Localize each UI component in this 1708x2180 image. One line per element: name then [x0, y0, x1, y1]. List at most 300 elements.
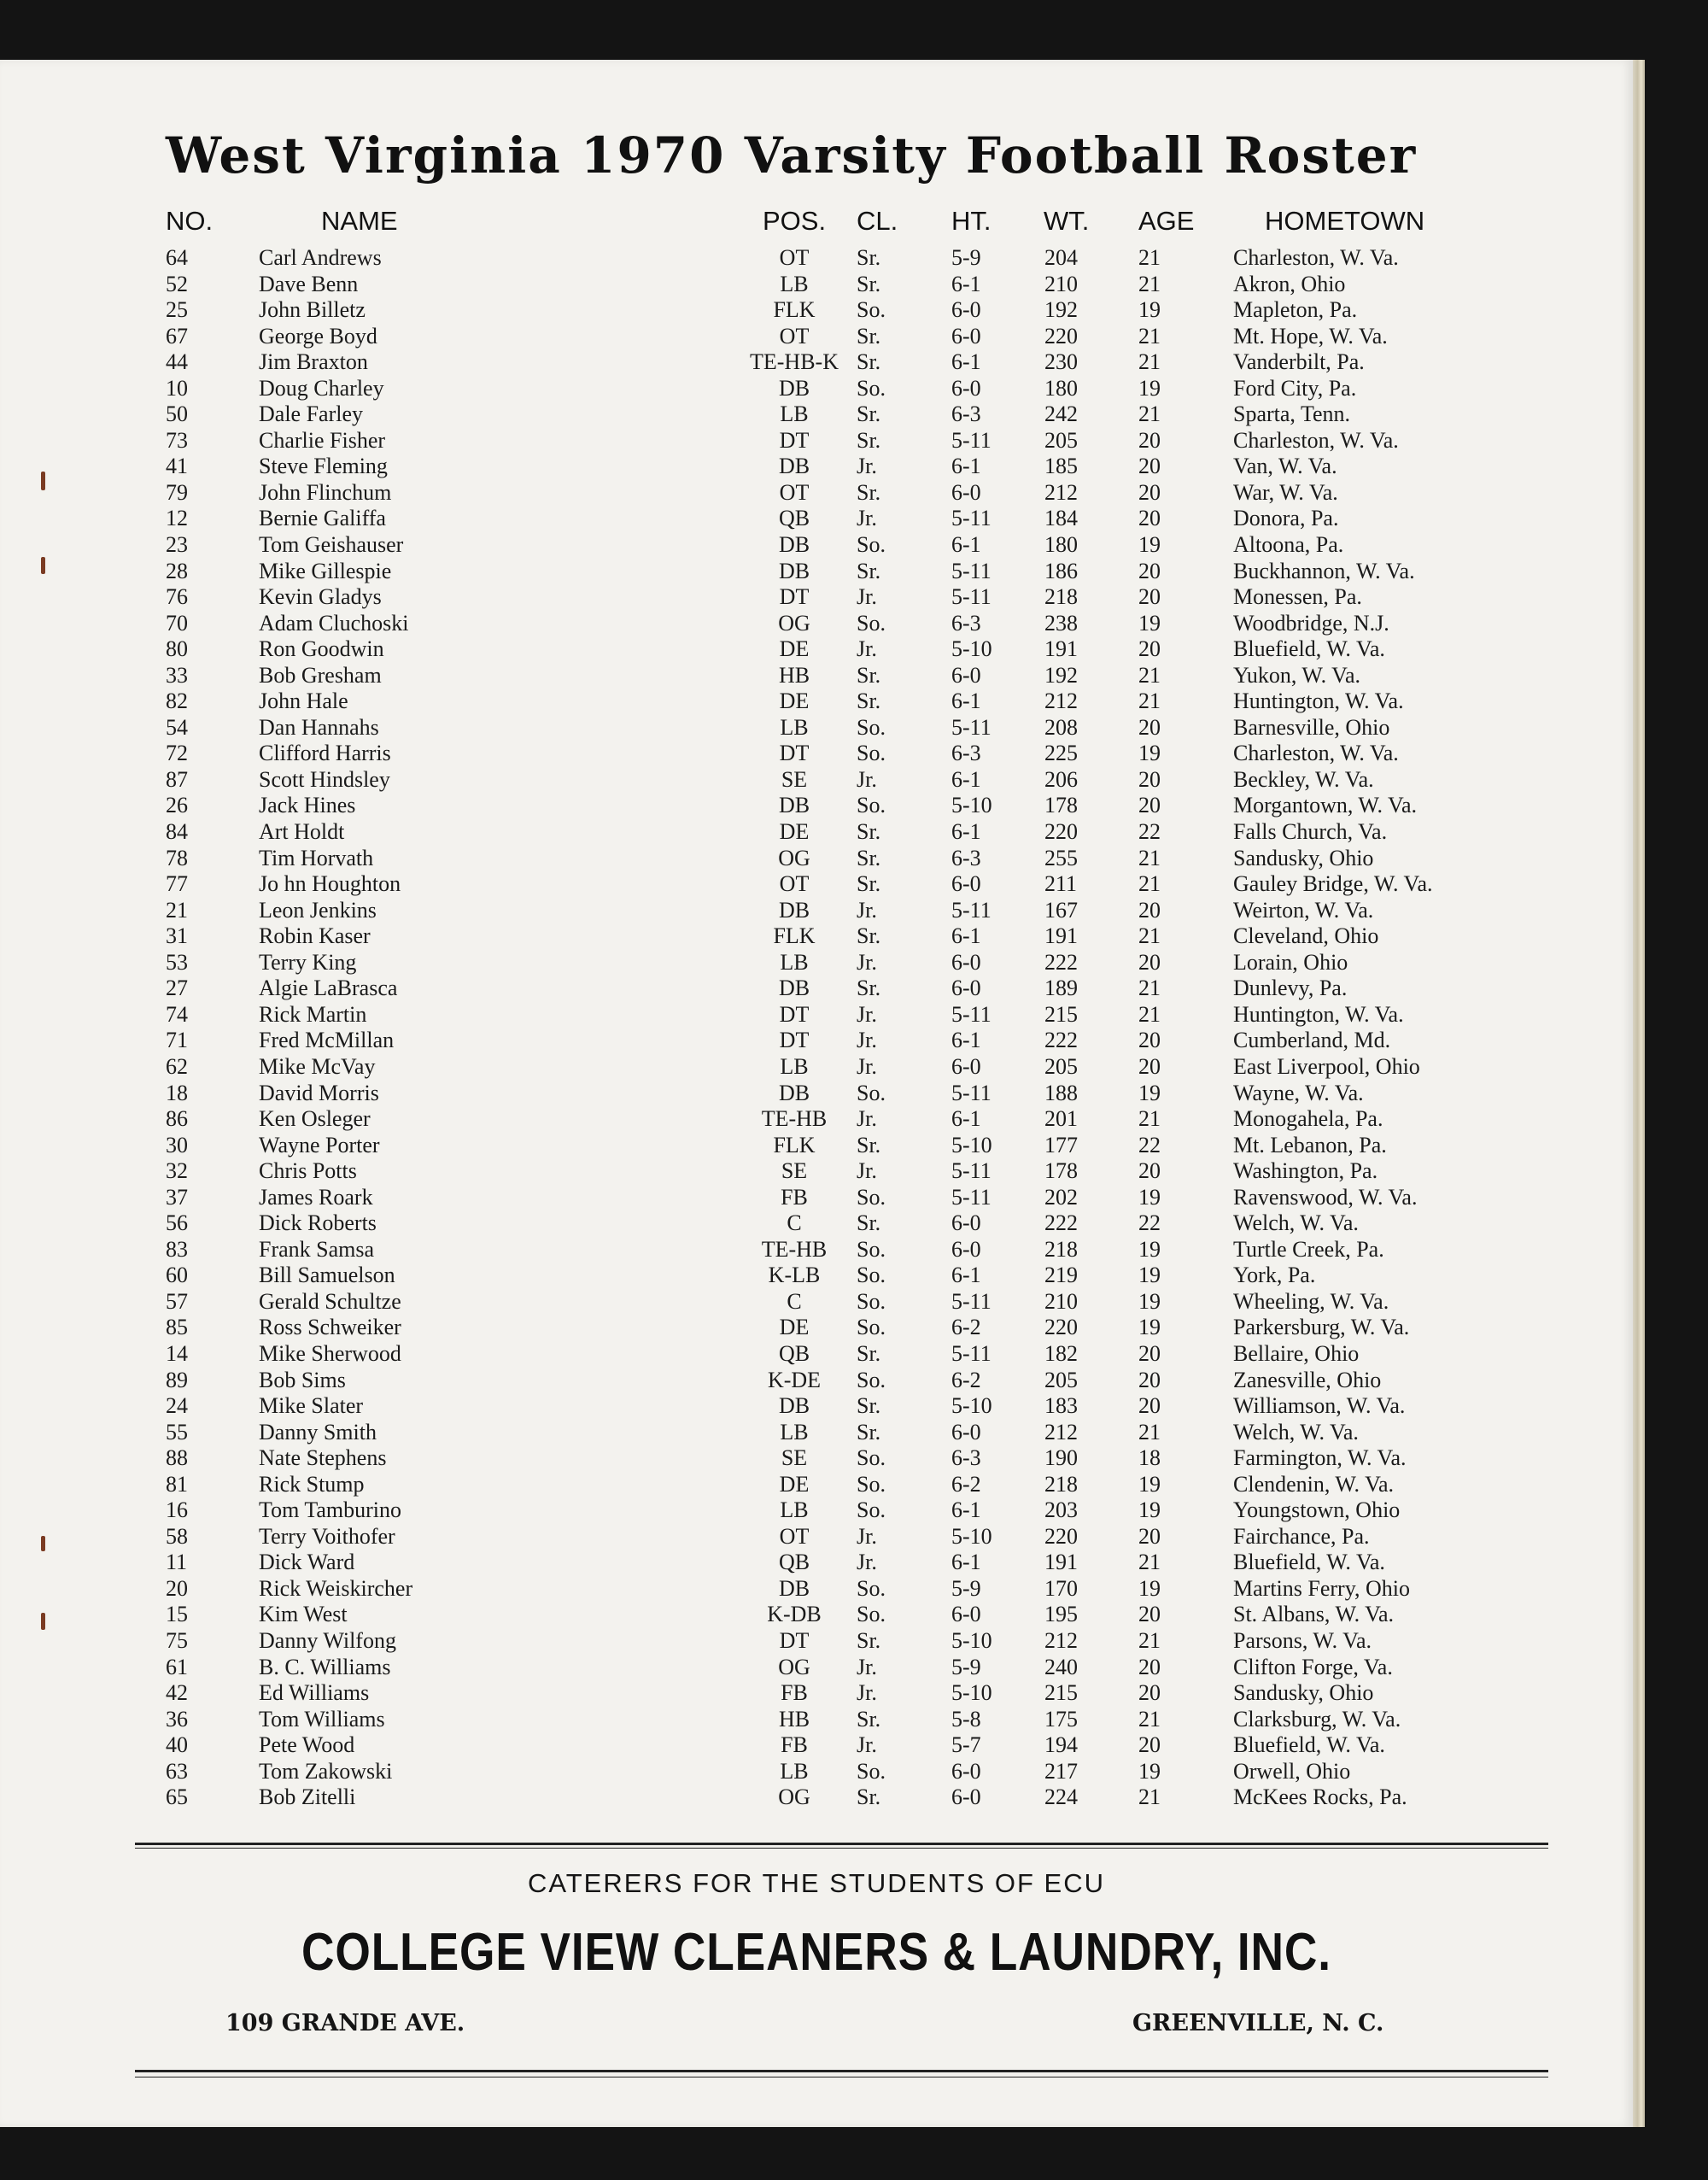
player-weight: 217 [1044, 1758, 1078, 1784]
player-height: 5-11 [951, 1288, 991, 1314]
player-age: 20 [1138, 1053, 1161, 1079]
player-class: So. [857, 1758, 886, 1784]
roster-row [0, 1210, 1633, 1237]
player-age: 22 [1138, 1210, 1161, 1236]
player-class: So. [857, 610, 886, 636]
roster-row [0, 846, 1633, 872]
player-age: 19 [1138, 1758, 1161, 1784]
player-name: Bill Samuelson [259, 1263, 395, 1288]
player-hometown: Fairchance, Pa. [1233, 1523, 1370, 1549]
player-position-text: HB [778, 662, 810, 688]
player-position-text: DE [779, 1315, 810, 1340]
roster-row [0, 1341, 1633, 1368]
player-position-text: OT [779, 323, 810, 349]
player-name: Mike Slater [259, 1393, 364, 1419]
player-name: John Flinchum [259, 479, 392, 505]
roster-row [0, 1628, 1633, 1655]
player-name: John Billetz [259, 297, 366, 323]
player-position-text: OG [778, 610, 810, 636]
player-hometown: Buckhannon, W. Va. [1233, 558, 1415, 583]
player-position-text: FLK [773, 297, 816, 323]
player-height: 6-0 [951, 1784, 981, 1810]
player-height: 6-0 [951, 1210, 981, 1236]
player-class: So. [857, 1575, 886, 1601]
player-position-text: C [787, 1210, 802, 1236]
player-class: Jr. [857, 1028, 877, 1053]
player-height: 6-1 [951, 1028, 981, 1053]
header-cl: CL. [857, 206, 898, 236]
player-name: Charlie Fisher [259, 427, 386, 453]
player-number: 31 [166, 923, 188, 949]
player-class: Sr. [857, 976, 881, 1001]
player-name: Terry King [259, 949, 357, 975]
player-hometown: Bluefield, W. Va. [1233, 1550, 1385, 1575]
player-number: 26 [166, 793, 188, 818]
player-age: 20 [1138, 1602, 1161, 1627]
player-number: 28 [166, 558, 188, 583]
roster-row [0, 245, 1633, 272]
player-age: 20 [1138, 454, 1161, 479]
player-class: Sr. [857, 1419, 881, 1445]
player-position-text: DT [779, 1028, 810, 1053]
player-weight: 212 [1044, 1627, 1078, 1653]
player-number: 60 [166, 1263, 188, 1288]
player-number: 16 [166, 1497, 188, 1523]
player-weight: 188 [1044, 1080, 1078, 1105]
player-age: 20 [1138, 793, 1161, 818]
roster-row [0, 1289, 1633, 1316]
player-class: So. [857, 375, 886, 401]
player-age: 19 [1138, 375, 1161, 401]
player-height: 6-1 [951, 1106, 981, 1132]
player-class: So. [857, 1184, 886, 1210]
player-name: Wayne Porter [259, 1132, 380, 1157]
player-number: 50 [166, 401, 188, 427]
player-class: Sr. [857, 245, 881, 270]
roster-row [0, 401, 1633, 428]
player-name: Tom Tamburino [259, 1497, 402, 1523]
player-position-text: OG [778, 845, 810, 870]
player-hometown: Beckley, W. Va. [1233, 766, 1374, 792]
roster-row [0, 636, 1633, 663]
player-name: Kim West [259, 1602, 348, 1627]
player-height: 6-1 [951, 766, 981, 792]
player-number: 70 [166, 610, 188, 636]
roster-row [0, 871, 1633, 898]
roster-row [0, 454, 1633, 480]
player-position-text: OG [778, 1784, 810, 1810]
player-class: So. [857, 532, 886, 558]
player-name: Tom Williams [259, 1706, 385, 1732]
header-wt: WT. [1044, 206, 1090, 236]
player-age: 19 [1138, 1263, 1161, 1288]
player-position-text: FB [781, 1732, 808, 1758]
player-name: Carl Andrews [259, 245, 382, 270]
roster-table [0, 245, 1633, 1811]
player-weight: 224 [1044, 1784, 1078, 1810]
player-hometown: Barnesville, Ohio [1233, 714, 1390, 740]
player-class: Sr. [857, 689, 881, 714]
player-position-text: K-DB [767, 1602, 822, 1627]
player-class: Jr. [857, 766, 877, 792]
player-name: John Hale [259, 689, 348, 714]
player-hometown: Zanesville, Ohio [1233, 1367, 1382, 1392]
player-number: 76 [166, 584, 188, 610]
player-hometown: East Liverpool, Ohio [1233, 1053, 1420, 1079]
player-position-text: DT [779, 741, 810, 766]
roster-row [0, 1732, 1633, 1759]
player-name: Doug Charley [259, 375, 384, 401]
roster-row [0, 1081, 1633, 1107]
player-weight: 189 [1044, 976, 1078, 1001]
player-height: 6-1 [951, 689, 981, 714]
player-number: 23 [166, 532, 188, 558]
player-number: 72 [166, 741, 188, 766]
roster-row [0, 1576, 1633, 1603]
player-number: 84 [166, 819, 188, 845]
player-position-text: OG [778, 1654, 810, 1679]
player-position-text: SE [781, 766, 808, 792]
player-name: Ross Schweiker [259, 1315, 401, 1340]
player-number: 65 [166, 1784, 188, 1810]
player-position-text: OT [779, 479, 810, 505]
player-hometown: Weirton, W. Va. [1233, 897, 1374, 923]
player-weight: 242 [1044, 401, 1078, 427]
player-class: Jr. [857, 1550, 877, 1575]
player-class: Sr. [857, 845, 881, 870]
player-class: Sr. [857, 1210, 881, 1236]
player-class: Sr. [857, 558, 881, 583]
player-weight: 225 [1044, 741, 1078, 766]
player-number: 18 [166, 1080, 188, 1105]
player-position-text: K-LB [768, 1263, 821, 1288]
player-name: Dick Roberts [259, 1210, 377, 1236]
player-age: 20 [1138, 897, 1161, 923]
roster-row [0, 1655, 1633, 1681]
player-age: 20 [1138, 584, 1161, 610]
player-height: 6-1 [951, 349, 981, 375]
player-class: So. [857, 1367, 886, 1392]
player-number: 78 [166, 845, 188, 870]
roster-row [0, 272, 1633, 298]
player-height: 6-0 [951, 949, 981, 975]
player-class: So. [857, 297, 886, 323]
player-position-text: DB [778, 532, 810, 558]
player-position-text: SE [781, 1158, 808, 1184]
player-position-text: QB [778, 1550, 810, 1575]
roster-row [0, 1445, 1633, 1472]
player-weight: 215 [1044, 1680, 1078, 1706]
player-number: 74 [166, 1001, 188, 1027]
player-number: 83 [166, 1236, 188, 1262]
player-number: 57 [166, 1288, 188, 1314]
player-name: Jack Hines [259, 793, 356, 818]
player-name: Tom Zakowski [259, 1758, 393, 1784]
player-hometown: York, Pa. [1233, 1263, 1316, 1288]
player-class: Sr. [857, 271, 881, 296]
player-hometown: Sandusky, Ohio [1233, 1680, 1374, 1706]
player-class: Jr. [857, 1732, 877, 1758]
player-number: 53 [166, 949, 188, 975]
player-class: Sr. [857, 662, 881, 688]
player-weight: 195 [1044, 1602, 1078, 1627]
player-hometown: Cumberland, Md. [1233, 1028, 1391, 1053]
player-age: 19 [1138, 741, 1161, 766]
player-hometown: Mapleton, Pa. [1233, 297, 1358, 323]
player-height: 6-0 [951, 976, 981, 1001]
player-position-text: DB [778, 976, 810, 1001]
roster-row [0, 1237, 1633, 1263]
player-name: Ron Goodwin [259, 636, 384, 662]
player-age: 21 [1138, 1706, 1161, 1732]
player-height: 5-11 [951, 714, 991, 740]
player-hometown: Monessen, Pa. [1233, 584, 1362, 610]
page-edge [1633, 60, 1645, 2127]
player-weight: 212 [1044, 689, 1078, 714]
player-height: 6-0 [951, 1053, 981, 1079]
player-weight: 222 [1044, 949, 1078, 975]
player-height: 5-11 [951, 1340, 991, 1366]
player-height: 5-10 [951, 1393, 992, 1419]
player-height: 5-11 [951, 1080, 991, 1105]
player-weight: 191 [1044, 636, 1078, 662]
player-age: 21 [1138, 923, 1161, 949]
player-height: 5-10 [951, 636, 992, 662]
player-class: Sr. [857, 1340, 881, 1366]
player-age: 20 [1138, 1732, 1161, 1758]
player-height: 5-11 [951, 1158, 991, 1184]
player-name: Danny Wilfong [259, 1627, 396, 1653]
player-weight: 167 [1044, 897, 1078, 923]
player-name: Rick Weiskircher [259, 1575, 413, 1601]
player-name: B. C. Williams [259, 1654, 391, 1679]
player-position-text: LB [780, 271, 809, 296]
player-position-text: DT [779, 1001, 810, 1027]
roster-row [0, 1550, 1633, 1576]
player-position-text: DT [779, 584, 810, 610]
player-weight: 210 [1044, 271, 1078, 296]
player-hometown: Clarksburg, W. Va. [1233, 1706, 1401, 1732]
player-weight: 180 [1044, 532, 1078, 558]
player-age: 20 [1138, 1367, 1161, 1392]
player-number: 73 [166, 427, 188, 453]
player-class: So. [857, 1602, 886, 1627]
player-name: Danny Smith [259, 1419, 377, 1445]
player-name: Pete Wood [259, 1732, 355, 1758]
roster-row [0, 1524, 1633, 1550]
player-height: 5-9 [951, 245, 981, 270]
roster-row [0, 1759, 1633, 1785]
player-age: 19 [1138, 1080, 1161, 1105]
player-class: Sr. [857, 323, 881, 349]
player-hometown: Wheeling, W. Va. [1233, 1288, 1389, 1314]
player-height: 6-0 [951, 1236, 981, 1262]
player-name: Algie LaBrasca [259, 976, 398, 1001]
player-number: 63 [166, 1758, 188, 1784]
player-age: 20 [1138, 506, 1161, 531]
player-hometown: Sparta, Tenn. [1233, 401, 1351, 427]
roster-row [0, 480, 1633, 507]
player-weight: 178 [1044, 793, 1078, 818]
player-height: 5-9 [951, 1654, 981, 1679]
player-position-text: OT [779, 871, 810, 897]
player-hometown: Ravenswood, W. Va. [1233, 1184, 1418, 1210]
player-height: 6-1 [951, 1497, 981, 1523]
player-number: 24 [166, 1393, 188, 1419]
player-class: Sr. [857, 427, 881, 453]
player-position-text: DB [778, 1393, 810, 1419]
player-number: 54 [166, 714, 188, 740]
roster-row [0, 324, 1633, 350]
player-weight: 175 [1044, 1706, 1078, 1732]
player-name: Dale Farley [259, 401, 364, 427]
player-age: 21 [1138, 323, 1161, 349]
roster-row [0, 1028, 1633, 1054]
player-height: 6-1 [951, 1550, 981, 1575]
header-age: AGE [1138, 206, 1195, 236]
player-age: 20 [1138, 1680, 1161, 1706]
player-hometown: Charleston, W. Va. [1233, 741, 1399, 766]
player-name: Steve Fleming [259, 454, 388, 479]
player-name: Jo hn Houghton [259, 871, 401, 897]
player-number: 82 [166, 689, 188, 714]
player-position-text: SE [781, 1445, 808, 1471]
player-weight: 203 [1044, 1497, 1078, 1523]
player-hometown: Donora, Pa. [1233, 506, 1339, 531]
player-age: 21 [1138, 1001, 1161, 1027]
player-weight: 218 [1044, 1236, 1078, 1262]
player-class: So. [857, 741, 886, 766]
player-number: 40 [166, 1732, 188, 1758]
divider [135, 1848, 1548, 1849]
player-height: 6-1 [951, 819, 981, 845]
roster-row [0, 898, 1633, 924]
player-name: Dick Ward [259, 1550, 355, 1575]
player-hometown: Woodbridge, N.J. [1233, 610, 1389, 636]
roster-row [0, 428, 1633, 454]
player-class: Sr. [857, 479, 881, 505]
ad-address: 109 GRANDE AVE. [225, 2010, 465, 2036]
player-class: Jr. [857, 949, 877, 975]
player-hometown: Monogahela, Pa. [1233, 1106, 1383, 1132]
player-position-text: FLK [773, 923, 816, 949]
player-age: 21 [1138, 1627, 1161, 1653]
player-class: Sr. [857, 1393, 881, 1419]
player-weight: 192 [1044, 662, 1078, 688]
player-hometown: Morgantown, W. Va. [1233, 793, 1417, 818]
player-height: 6-0 [951, 323, 981, 349]
player-position-text: DE [779, 1471, 810, 1497]
player-height: 5-11 [951, 506, 991, 531]
player-hometown: Charleston, W. Va. [1233, 245, 1399, 270]
player-name: Clifford Harris [259, 741, 391, 766]
player-number: 58 [166, 1523, 188, 1549]
roster-row [0, 1263, 1633, 1289]
player-hometown: Vanderbilt, Pa. [1233, 349, 1365, 375]
player-age: 20 [1138, 636, 1161, 662]
player-name: Dan Hannahs [259, 714, 379, 740]
player-name: Adam Cluchoski [259, 610, 409, 636]
player-height: 6-3 [951, 610, 981, 636]
player-name: Bob Gresham [259, 662, 382, 688]
player-weight: 206 [1044, 766, 1078, 792]
player-class: Jr. [857, 897, 877, 923]
player-weight: 170 [1044, 1575, 1078, 1601]
roster-row [0, 715, 1633, 741]
player-height: 6-0 [951, 375, 981, 401]
player-name: Nate Stephens [259, 1445, 387, 1471]
player-hometown: Williamson, W. Va. [1233, 1393, 1406, 1419]
player-class: So. [857, 714, 886, 740]
player-weight: 208 [1044, 714, 1078, 740]
page-title: West Virginia 1970 Varsity Football Roster [166, 126, 1418, 185]
player-weight: 192 [1044, 297, 1078, 323]
player-name: Tim Horvath [259, 845, 374, 870]
roster-row [0, 1002, 1633, 1028]
roster-row [0, 1315, 1633, 1341]
player-position-text: DB [778, 375, 810, 401]
roster-row [0, 976, 1633, 1002]
player-hometown: Bluefield, W. Va. [1233, 636, 1385, 662]
player-height: 6-3 [951, 1445, 981, 1471]
player-height: 6-0 [951, 871, 981, 897]
player-number: 77 [166, 871, 188, 897]
player-number: 21 [166, 897, 188, 923]
roster-row [0, 1054, 1633, 1081]
player-age: 21 [1138, 401, 1161, 427]
player-class: Jr. [857, 1053, 877, 1079]
player-height: 5-11 [951, 558, 991, 583]
player-age: 21 [1138, 871, 1161, 897]
player-position-text: QB [778, 1340, 810, 1366]
player-age: 20 [1138, 1158, 1161, 1184]
player-hometown: Turtle Creek, Pa. [1233, 1236, 1384, 1262]
divider [135, 2070, 1548, 2072]
player-age: 21 [1138, 976, 1161, 1001]
player-height: 5-10 [951, 1523, 992, 1549]
player-name: Ed Williams [259, 1680, 370, 1706]
player-class: Sr. [857, 1784, 881, 1810]
player-number: 15 [166, 1602, 188, 1627]
player-hometown: Bellaire, Ohio [1233, 1340, 1360, 1366]
player-age: 19 [1138, 1236, 1161, 1262]
player-weight: 191 [1044, 1550, 1078, 1575]
player-class: Jr. [857, 1523, 877, 1549]
player-age: 21 [1138, 845, 1161, 870]
player-number: 62 [166, 1053, 188, 1079]
player-name: Jim Braxton [259, 349, 368, 375]
ad-tagline: CATERERS FOR THE STUDENTS OF ECU [527, 1868, 1105, 1898]
player-height: 6-0 [951, 662, 981, 688]
player-position-text: LB [780, 949, 809, 975]
roster-row [0, 1393, 1633, 1420]
player-number: 67 [166, 323, 188, 349]
roster-row [0, 950, 1633, 976]
player-class: So. [857, 1445, 886, 1471]
player-weight: 222 [1044, 1028, 1078, 1053]
player-position-text: LB [780, 1497, 809, 1523]
player-weight: 218 [1044, 584, 1078, 610]
player-number: 52 [166, 271, 188, 296]
player-height: 6-3 [951, 845, 981, 870]
player-number: 44 [166, 349, 188, 375]
player-position-text: DB [778, 793, 810, 818]
player-name: Frank Samsa [259, 1236, 375, 1262]
player-weight: 220 [1044, 1315, 1078, 1340]
player-age: 20 [1138, 427, 1161, 453]
player-class: Jr. [857, 1106, 877, 1132]
player-hometown: Lorain, Ohio [1233, 949, 1348, 975]
